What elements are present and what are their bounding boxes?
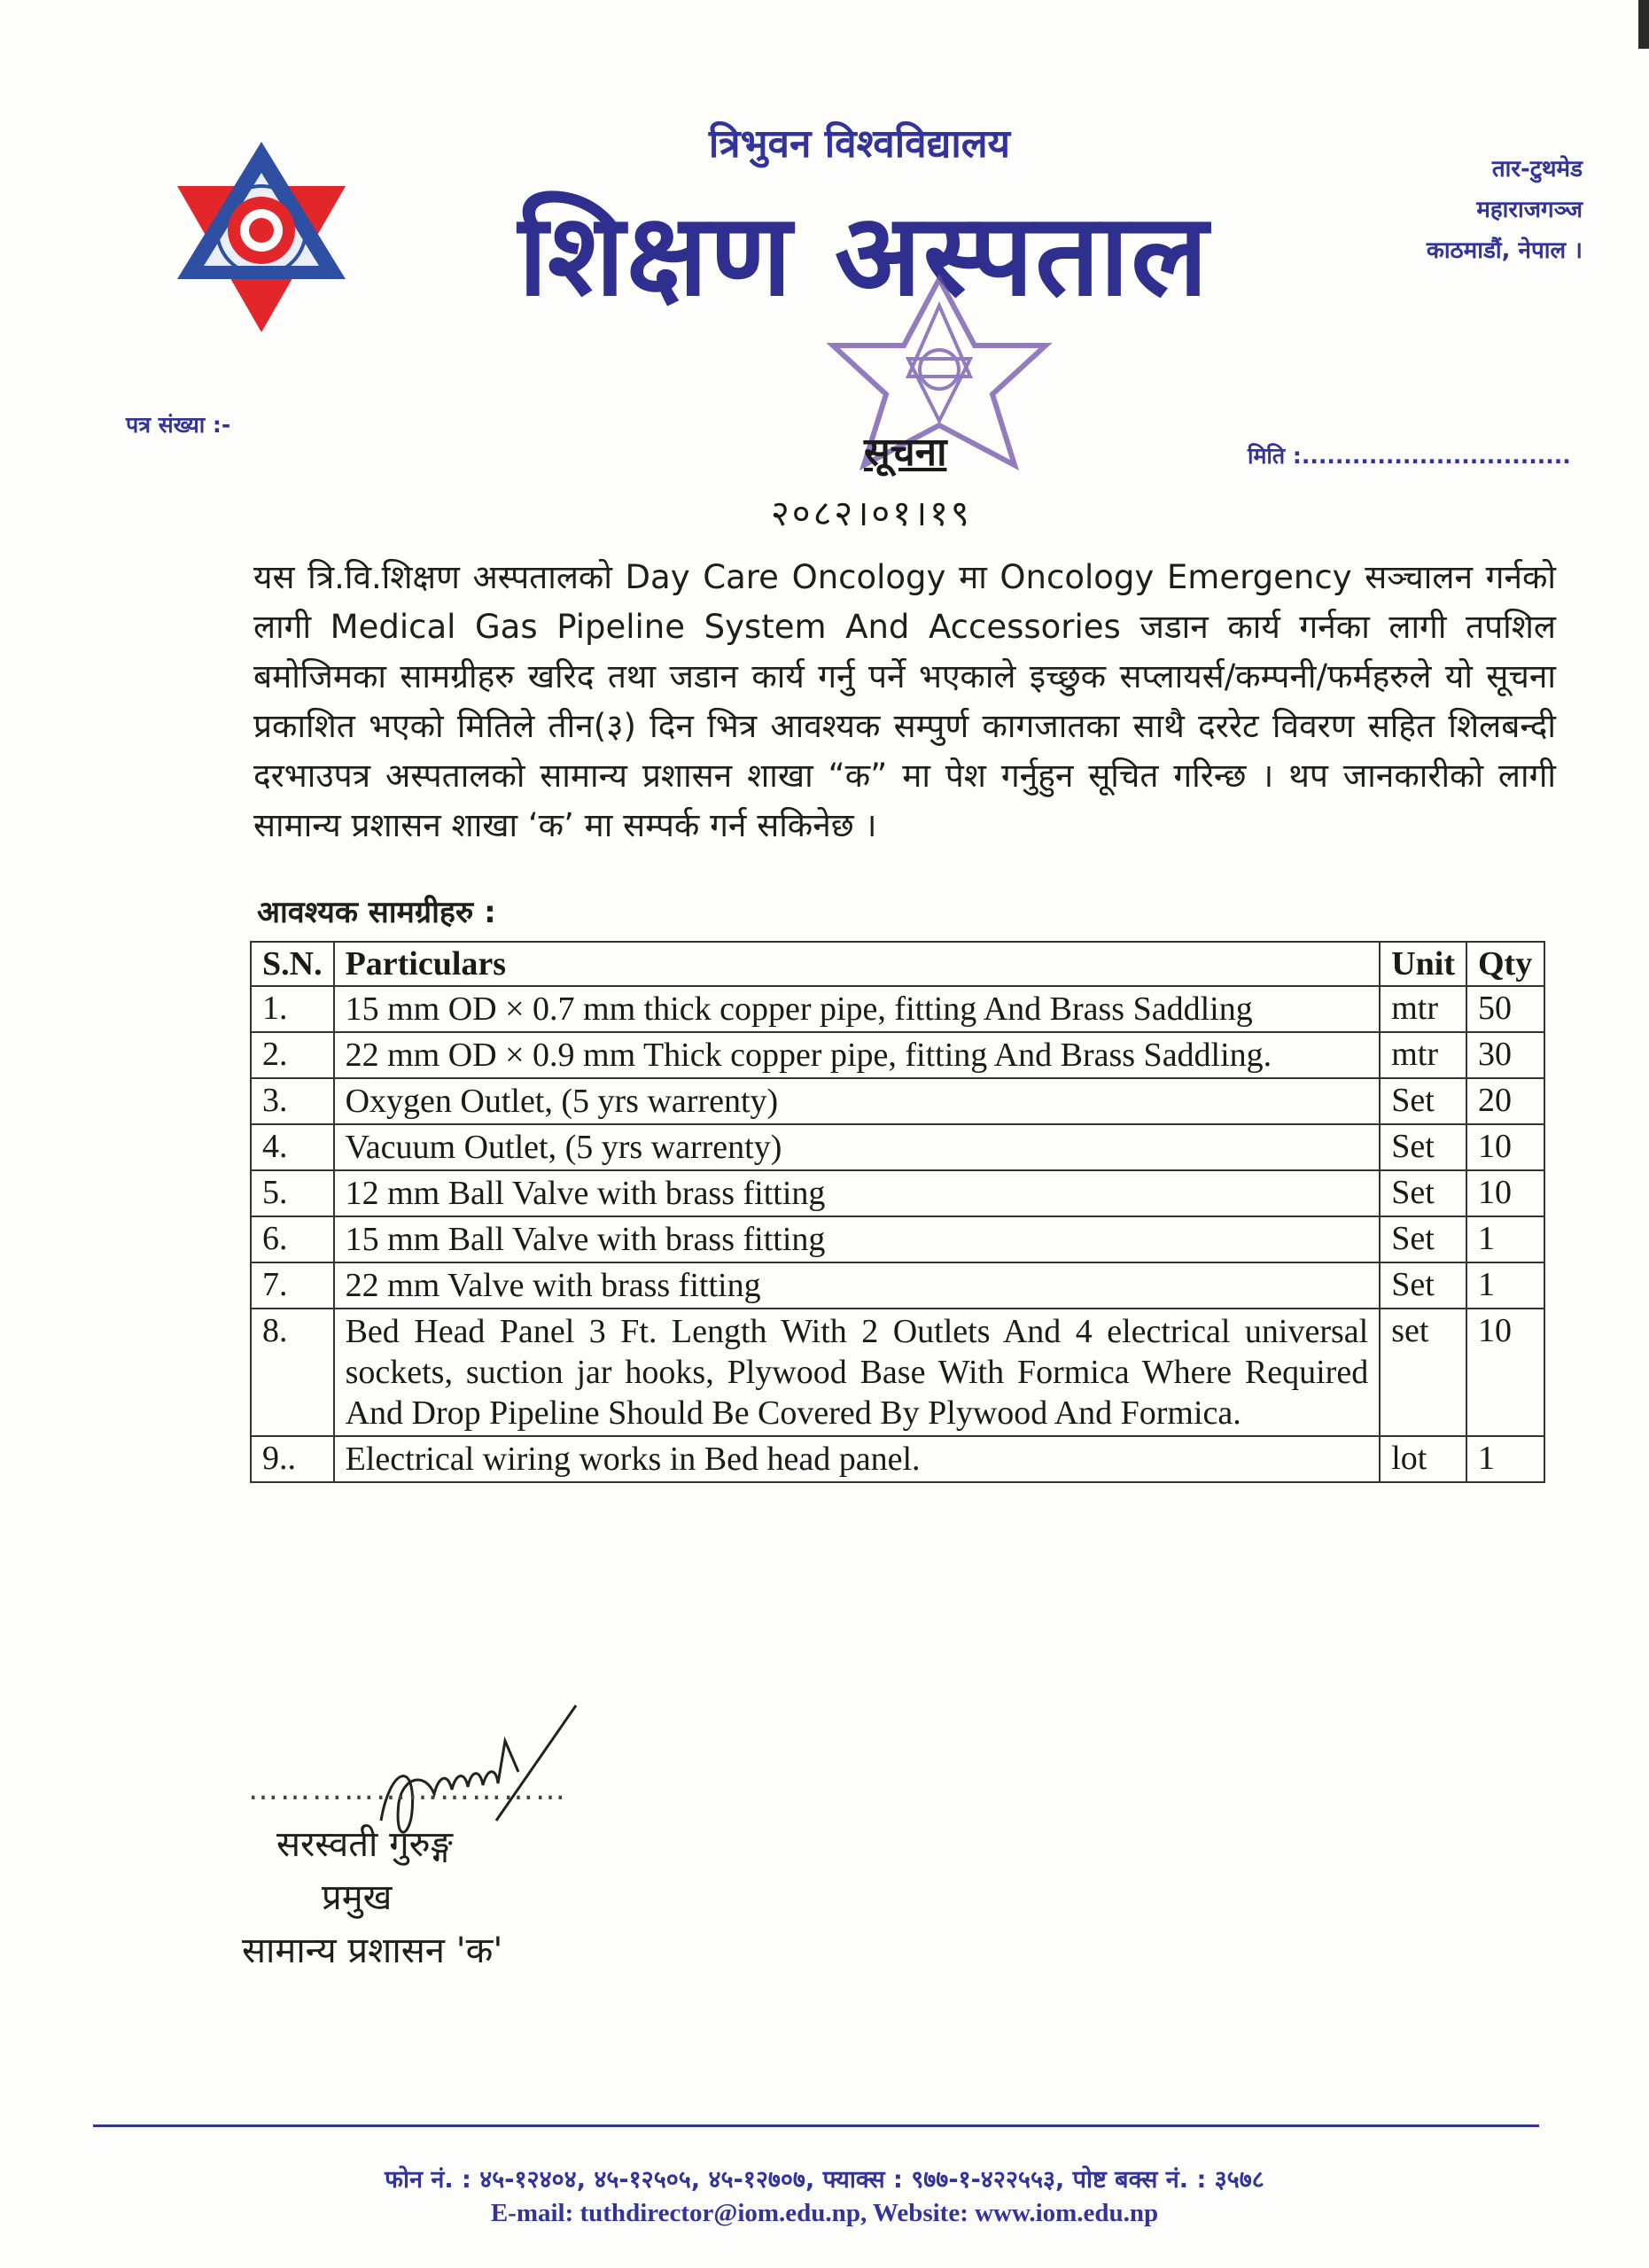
address-line: काठमाडौं, नेपाल । — [1426, 237, 1583, 264]
cell-qty: 50 — [1466, 986, 1544, 1032]
table-row — [251, 1170, 1544, 1216]
table-header-row — [251, 942, 1544, 986]
cell-particular: 15 mm Ball Valve with brass fitting — [334, 1216, 1381, 1262]
requirements-heading: आवश्यक सामग्रीहरु : — [257, 895, 496, 930]
cell-sn: 5. — [251, 1170, 334, 1216]
cell-sn: 2. — [251, 1032, 334, 1078]
signatory-title: प्रमुख — [322, 1877, 393, 1918]
letter-number-label: पत्र संख्या :- — [126, 412, 231, 438]
letter-date-label: मिति :................................ — [1248, 443, 1571, 469]
cell-particular: Bed Head Panel 3 Ft. Length With 2 Outlets And 4 electrical universal sockets, suction jar hooks, Plywood Base With Formica Where Required And Drop Pipeline Should Be Covered By Plywood And Formica. — [334, 1309, 1381, 1436]
cell-sn: 3. — [251, 1078, 334, 1124]
signature-line: ………………………… — [248, 1772, 567, 1807]
cell-unit: Set — [1380, 1262, 1466, 1309]
cell-particular: Oxygen Outlet, (5 yrs warrenty) — [334, 1078, 1381, 1124]
requirements-table — [250, 941, 1545, 1483]
table-row — [251, 986, 1544, 1032]
table-row — [251, 1124, 1544, 1170]
column-header-unit: Unit — [1380, 942, 1466, 986]
cell-sn: 9.. — [251, 1436, 334, 1482]
column-header-qty: Qty — [1466, 942, 1544, 986]
table-row — [251, 1032, 1544, 1078]
hospital-name: शिक्षण अस्पताल — [517, 190, 1210, 322]
address-block — [1427, 149, 1583, 271]
cell-particular: 12 mm Ball Valve with brass fitting — [334, 1170, 1381, 1216]
table-row — [251, 1078, 1544, 1124]
cell-unit: set — [1380, 1309, 1466, 1436]
notice-title: सूचना — [864, 430, 947, 475]
university-name: त्रिभुवन विश्वविद्यालय — [708, 121, 1011, 167]
cell-particular: 22 mm Valve with brass fitting — [334, 1262, 1381, 1309]
cell-qty: 10 — [1466, 1124, 1544, 1170]
cell-qty: 10 — [1466, 1170, 1544, 1216]
table-row — [251, 1262, 1544, 1309]
cell-qty: 30 — [1466, 1032, 1544, 1078]
cell-qty: 1 — [1466, 1216, 1544, 1262]
cell-unit: Set — [1380, 1078, 1466, 1124]
notice-date: २०८२।०१।१९ — [771, 493, 972, 534]
signatory-name: सरस्वती गुरुङ्ग — [276, 1824, 453, 1865]
cell-sn: 4. — [251, 1124, 334, 1170]
table-row — [251, 1436, 1544, 1482]
footer-phone-line: फोन नं. : ४५-१२४०४, ४५-१२५०५, ४५-१२७०७, फ्याक्स : ९७७-१-४२२५५३, पोष्ट बक्स नं. : ३५७८ — [385, 2166, 1264, 2194]
cell-particular: Electrical wiring works in Bed head panel. — [334, 1436, 1381, 1482]
cell-particular: Vacuum Outlet, (5 yrs warrenty) — [334, 1124, 1381, 1170]
footer-divider — [93, 2124, 1539, 2127]
cell-unit: Set — [1380, 1124, 1466, 1170]
table-row — [251, 1309, 1544, 1436]
cell-qty: 1 — [1466, 1262, 1544, 1309]
scan-edge-mark — [1638, 0, 1649, 49]
cell-qty: 10 — [1466, 1309, 1544, 1436]
cell-sn: 7. — [251, 1262, 334, 1309]
cell-sn: 8. — [251, 1309, 334, 1436]
notice-body: यस त्रि.वि.शिक्षण अस्पतालको Day Care Oncology मा Oncology Emergency सञ्चालन गर्नको लागी Medical Gas Pipeline System And Accessories जडान कार्य गर्नका लागी तपशिल बमोजिमका सामग्रीहरु खरिद तथा जडान कार्य गर्नु पर्ने भएकाले इच्छुक सप्लायर्स/कम्पनी/फर्महरुले यो सूचना प्रकाशित भएको मितिले तीन(३) दिन भित्र आवश्यक सम्पुर्ण कागजातका साथै दररेट विवरण सहित शिलबन्दी दरभाउपत्र अस्पतालको सामान्य प्रशासन शाखा “क” मा पेश गर्नुहुन सूचित गरिन्छ । थप जानकारीको लागी सामान्य प्रशासन शाखा ‘क’ मा सम्पर्क गर्न सकिनेछ । — [253, 558, 1556, 844]
address-line: महाराजगञ्ज — [1476, 197, 1583, 223]
cell-unit: Set — [1380, 1170, 1466, 1216]
cell-unit: Set — [1380, 1216, 1466, 1262]
address-line: तार-टुथमेड — [1491, 156, 1583, 183]
cell-qty: 1 — [1466, 1436, 1544, 1482]
cell-particular: 15 mm OD × 0.7 mm thick copper pipe, fitting And Brass Saddling — [334, 986, 1381, 1032]
column-header-particulars: Particulars — [334, 942, 1381, 986]
cell-unit: mtr — [1380, 986, 1466, 1032]
table-row — [251, 1216, 1544, 1262]
cell-particular: 22 mm OD × 0.9 mm Thick copper pipe, fitting And Brass Saddling. — [334, 1032, 1381, 1078]
column-header-sn: S.N. — [251, 942, 334, 986]
footer-contact-line: E-mail: tuthdirector@iom.edu.np, Website: www.iom.edu.np — [490, 2199, 1159, 2227]
cell-qty: 20 — [1466, 1078, 1544, 1124]
cell-unit: lot — [1380, 1436, 1466, 1482]
cell-unit: mtr — [1380, 1032, 1466, 1078]
tribhuvan-university-emblem-icon — [168, 137, 354, 337]
signatory-department: सामान्य प्रशासन 'क' — [242, 1930, 503, 1971]
cell-sn: 1. — [251, 986, 334, 1032]
cell-sn: 6. — [251, 1216, 334, 1262]
